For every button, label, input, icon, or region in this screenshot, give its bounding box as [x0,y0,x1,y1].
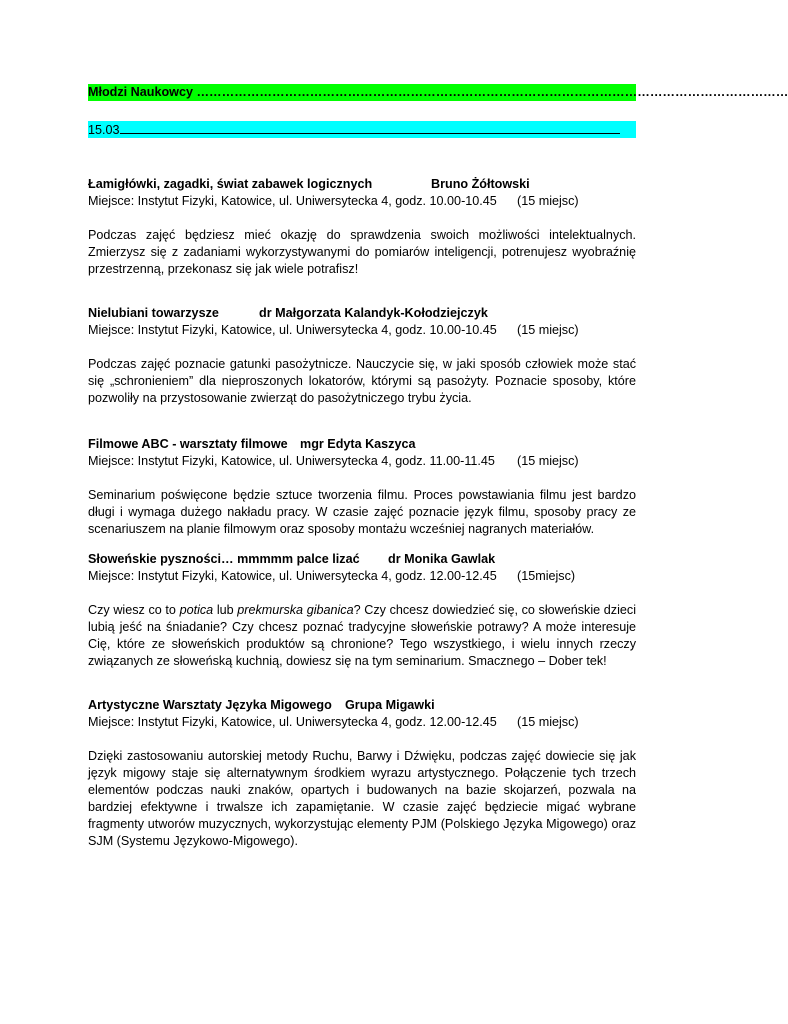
entry-author: mgr Edyta Kaszyca [300,437,416,451]
description-italic-term: prekmurska gibanica [237,603,354,617]
entry-place-line [88,714,636,731]
entry-place: Miejsce: Instytut Fizyki, Katowice, ul. Uniwersytecka 4, godz. 12.00-12.45 [88,715,497,729]
description-fragment: lub [213,603,238,617]
entry-title-line [88,305,636,322]
description-italic-term: potica [179,603,214,617]
entry-author: dr Małgorzata Kalandyk-Kołodziejczyk [259,306,488,320]
entry-title-line [88,697,636,714]
entry-description [88,487,636,538]
workshop-entry [88,551,636,670]
entry-description-text: Podczas zajęć będziesz mieć okazję do sprawdzenia swoich możliwości intelektualnych. Zmierzysz się z zadaniami wykorzystywanymi do pomiarów inteligencji, potrenujesz wyobraźnię przestrzenną, przekonasz się jak wiele potrafisz! [88,228,636,276]
workshop-entry [88,697,636,850]
date-header-highlight [88,121,636,138]
description-fragment: ? Czy chcesz dowiedzieć się, co słoweńskie dzieci lubią jeść na śniadanie? Czy chcesz poznać tradycyjne słoweńskie potrawy? A może interesuje Cię, które ze słoweńskich produktów są chronione? Tego wszystkiego, i wielu innych rzeczy związanych ze słoweńską kuchnią, dowiesz się na tym seminarium. Smacznego – Dober tek! [88,603,636,668]
section-label: Młodzi Naukowcy …………………………………………………………………………………………………………………………… [88,85,788,99]
description-fragment: Czy wiesz co to [88,603,180,617]
entry-title: Słoweńskie pyszności… mmmmm palce lizać [88,552,360,566]
entry-title-line [88,551,636,568]
entry-place-line [88,453,636,470]
entry-description-text [88,602,636,670]
entry-description [88,748,636,850]
entry-author: Bruno Żółtowski [431,177,530,191]
date-label: 15.03 [88,123,120,137]
entry-title: Nielubiani towarzysze [88,306,219,320]
entry-description [88,356,636,407]
entry-author: Grupa Migawki [345,698,435,712]
date-underline [120,121,620,134]
entry-place-line [88,322,636,339]
entry-seats: (15 miejsc) [517,454,579,468]
entry-author: dr Monika Gawlak [388,552,496,566]
entry-place-line [88,193,636,210]
entry-description [88,227,636,278]
entry-description-text: Seminarium poświęcone będzie sztuce tworzenia filmu. Proces powstawiania filmu jest bardzo długi i wymaga dużego nakładu pracy. W czasie zajęć poznacie język filmu, sposoby pracy ze scenariuszem na planie filmowym oraz sposoby montażu wcześniej nagranych materiałów. [88,488,636,536]
entry-seats: (15 miejsc) [517,715,579,729]
entry-title: Artystyczne Warsztaty Języka Migowego [88,698,332,712]
entry-description-text: Dzięki zastosowaniu autorskiej metody Ruchu, Barwy i Dźwięku, podczas zajęć dowiecie się jak język migowy staje się alternatywnym środkiem wyrazu artystycznego. Połączenie tych trzech elementów podczas nauki znaków, opartych i budowanych na bazie skojarzeń, pozwala na bardziej efektywne i trwalsze ich zapamiętanie. W czasie zajęć będziecie migać wybrane fragmenty utworów muzycznych, wykorzystując elementy PJM (Polskiego Języka Migowego) oraz SJM (Systemu Językowo-Migowego). [88,749,636,848]
entry-title-line [88,176,636,193]
workshop-entry [88,436,636,538]
entry-place: Miejsce: Instytut Fizyki, Katowice, ul. Uniwersytecka 4, godz. 12.00-12.45 [88,569,497,583]
entry-place-line [88,568,636,585]
entry-seats: (15miejsc) [517,569,576,583]
entry-place: Miejsce: Instytut Fizyki, Katowice, ul. Uniwersytecka 4, godz. 10.00-10.45 [88,194,497,208]
entry-seats: (15 miejsc) [517,323,579,337]
section-header-highlight [88,84,788,101]
entry-description [88,602,636,670]
entry-title: Filmowe ABC - warsztaty filmowe [88,437,288,451]
workshop-entry [88,305,636,407]
entry-place: Miejsce: Instytut Fizyki, Katowice, ul. Uniwersytecka 4, godz. 10.00-10.45 [88,323,497,337]
entry-title: Łamigłówki, zagadki, świat zabawek logicznych [88,177,373,191]
entry-title-line [88,436,636,453]
entry-description-text: Podczas zajęć poznacie gatunki pasożytnicze. Nauczycie się, w jaki sposób człowiek może stać się „schronieniem” dla nieproszonych lokatorów, którymi są pasożyty. Poznacie sposoby, które pozwoliły na przystosowanie zwierząt do pasożytniczego trybu życia. [88,357,636,405]
entry-seats: (15 miejsc) [517,194,579,208]
workshop-entry [88,176,636,278]
entry-place: Miejsce: Instytut Fizyki, Katowice, ul. Uniwersytecka 4, godz. 11.00-11.45 [88,454,495,468]
